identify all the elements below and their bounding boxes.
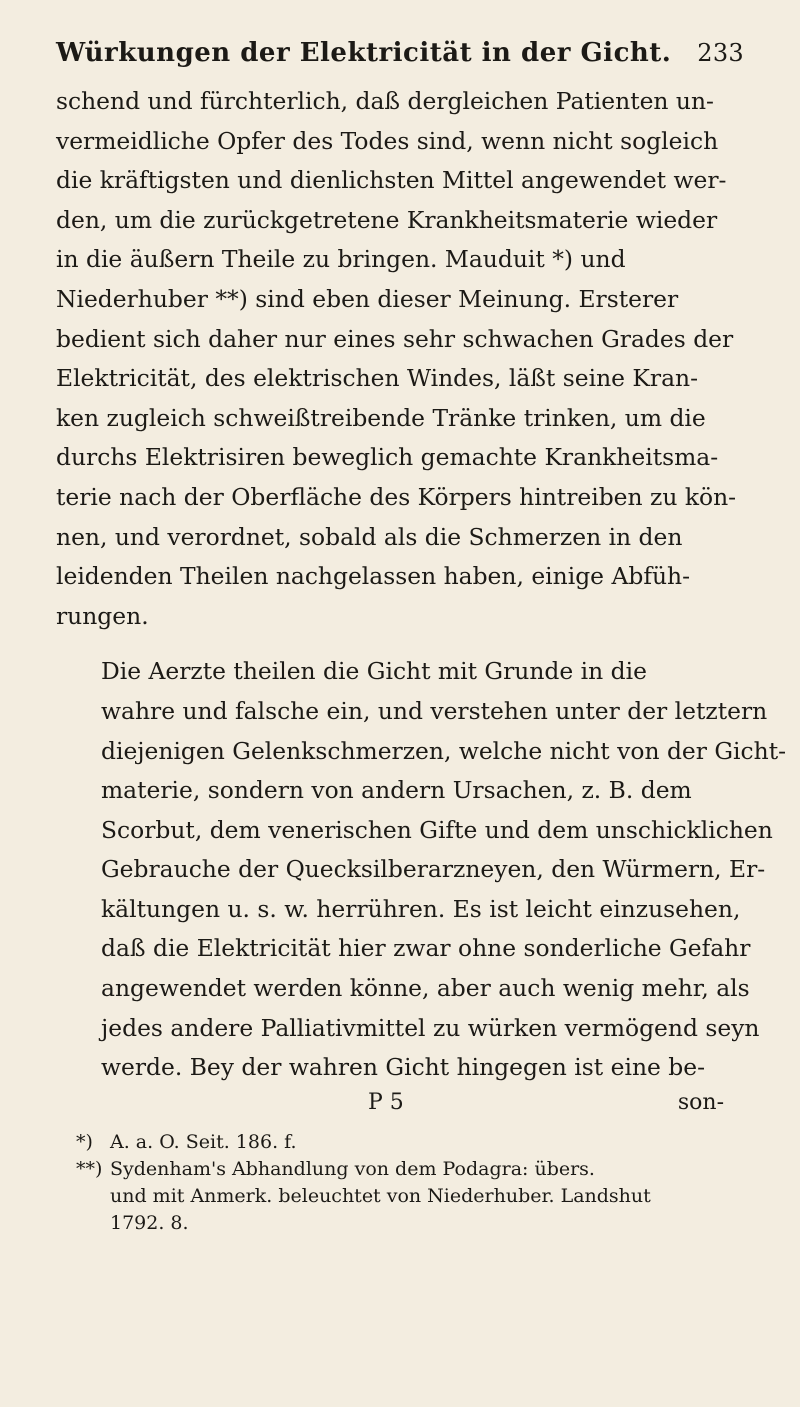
text-line: den, um die zurückgetretene Krankheitsmaterie wieder: [56, 205, 718, 234]
footnote-mark: **): [76, 1157, 103, 1180]
footnote-1: [76, 1129, 744, 1156]
text-line: vermeidliche Opfer des Todes sind, wenn nicht sogleich: [56, 126, 719, 155]
paragraph-1: [56, 82, 744, 636]
text-line: daß die Elektricität hier zwar ohne sonderliche Gefahr: [101, 934, 751, 963]
running-head: [56, 38, 744, 68]
text-line: schend und fürchterlich, daß dergleichen Patienten un-: [56, 87, 714, 115]
text-line: Elektricität, des elektrischen Windes, läßt seine Kran-: [56, 364, 698, 393]
text-line: wahre und falsche ein, und verstehen unter der letztern: [101, 696, 768, 725]
text-line: angewendet werden könne, aber auch wenig mehr, als: [101, 974, 750, 1003]
page-number: 233: [697, 39, 744, 67]
text-line: diejenigen Gelenkschmerzen, welche nicht von der Gicht-: [101, 736, 787, 765]
text-line: kältungen u. s. w. herrühren. Es ist leicht einzusehen,: [101, 894, 741, 923]
footnote-mark: *): [76, 1130, 93, 1153]
footnote-2: [76, 1156, 744, 1183]
footnote-2-continued: 1792. 8.: [110, 1211, 189, 1234]
text-line: ken zugleich schweißtreibende Tränke trinken, um die: [56, 403, 706, 432]
catchword: son-: [677, 1089, 724, 1115]
footnote-text: A. a. O. Seit. 186. f.: [110, 1130, 297, 1153]
footnote-2-continued: und mit Anmerk. beleuchtet von Niederhuber. Landshut: [110, 1184, 651, 1207]
footnote-text: Sydenham's Abhandlung von dem Podagra: übers.: [110, 1157, 595, 1180]
footnotes: [56, 1129, 744, 1237]
text-line: in die äußern Theile zu bringen. Mauduit *) und: [56, 245, 626, 274]
text-line: durchs Elektrisiren beweglich gemachte Krankheitsma-: [56, 443, 719, 472]
catchline: [56, 1090, 744, 1115]
text-line: bedient sich daher nur eines sehr schwachen Grades der: [56, 324, 734, 353]
signature-mark: P 5: [368, 1089, 404, 1115]
text-line: materie, sondern von andern Ursachen, z. B. dem: [101, 776, 692, 805]
text-line: Scorbut, dem venerischen Gifte und dem unschicklichen: [101, 815, 773, 844]
text-line: Die Aerzte theilen die Gicht mit Grunde in die: [101, 657, 647, 686]
paragraph-2: [56, 652, 787, 1088]
text-line: die kräftigsten und dienlichsten Mittel angewendet wer-: [56, 166, 727, 195]
text-line: jedes andere Palliativmittel zu würken vermögend seyn: [101, 1013, 760, 1042]
text-line: rungen.: [56, 601, 149, 630]
text-line: werde. Bey der wahren Gicht hingegen ist eine be-: [101, 1053, 706, 1082]
text-line: Niederhuber **) sind eben dieser Meinung. Ersterer: [56, 284, 679, 313]
running-title: Würkungen der Elektricität in der Gicht.: [56, 38, 672, 68]
text-line: nen, und verordnet, sobald als die Schmerzen in den: [56, 522, 683, 551]
text-line: leidenden Theilen nachgelassen haben, einige Abfüh-: [56, 562, 691, 591]
text-line: Gebrauche der Quecksilberarzneyen, den Würmern, Er-: [101, 855, 766, 884]
text-line: terie nach der Oberfläche des Körpers hintreiben zu kön-: [56, 482, 737, 511]
